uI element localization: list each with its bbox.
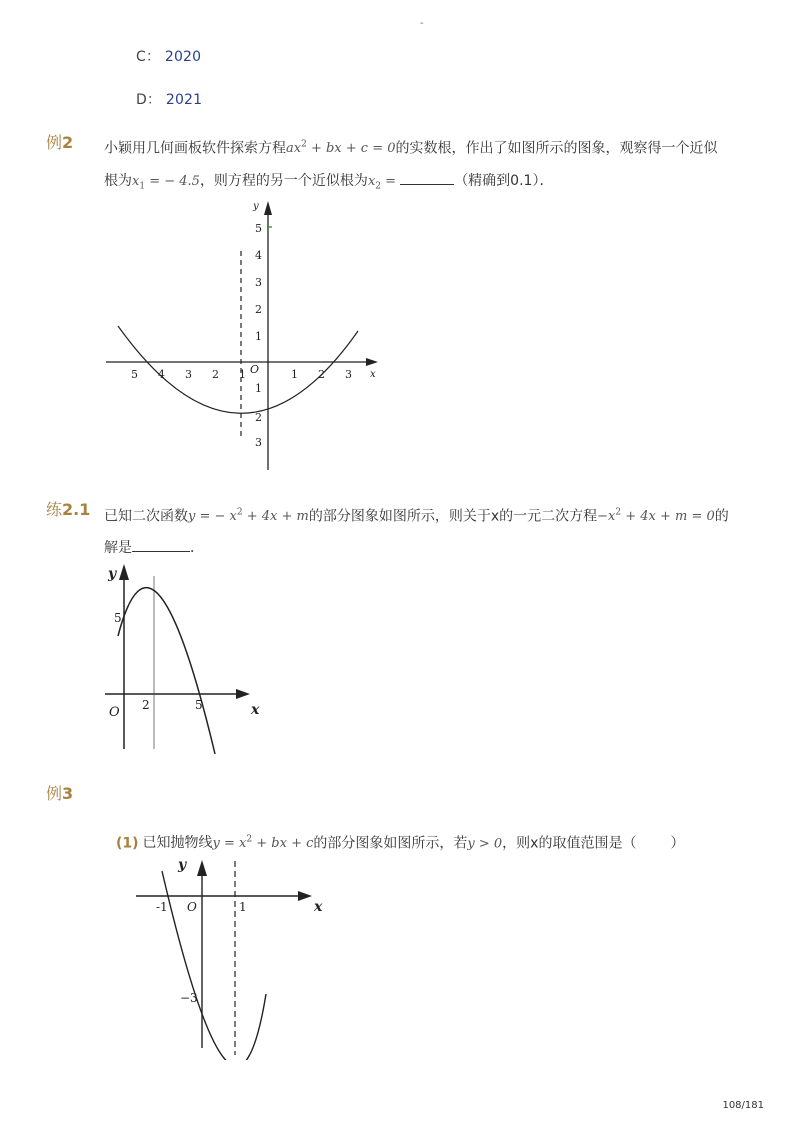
x-tick-pos-1: 1 [291,368,298,381]
example-3-label: 例3 [46,784,74,803]
x-axis-arrow [366,358,378,366]
example-2-line-1: 小颖用几何画板软件探索方程$ax^2$ + bx + c = 0的实数根，作出了如图所示的图象，观察得一个近似 [104,140,718,157]
option-d-value: 2021 [165,92,203,108]
answer-blank-2[interactable] [132,539,190,552]
origin-label: O [109,705,120,720]
x-tick-5: 5 [195,698,203,712]
parabola-curve [118,588,215,754]
page-number: 108/181 [722,1100,764,1111]
origin-label: O [250,363,260,376]
option-c-letter: C： [136,49,161,65]
y-tick-5: 5 [114,611,122,625]
x-tick-neg-4: 4 [158,368,165,381]
x-tick-2: 2 [142,698,150,712]
x-tick-neg-5: 5 [131,368,138,381]
parabola-expression: $y = x^2$ + bx + c [212,835,314,852]
x-tick-neg-3: 3 [185,368,192,381]
y-tick-neg-2: 2 [255,411,262,424]
x-axis-label: x [370,369,376,380]
option-d-letter: D： [136,92,162,108]
answer-blank[interactable] [400,172,454,185]
x-tick-pos-3: 3 [345,368,352,381]
condition-expression: y > 0 [467,836,503,852]
y-tick-pos-5: 5 [255,222,262,235]
y-axis-label: y [178,857,187,873]
graph-parabola-2 [100,556,270,756]
x-tick-neg-1: -1 [156,900,168,914]
root-x1: $x_1$ = − 4.5 [132,174,200,192]
example-2-line-2: 根为$x_1$ = − 4.5，则方程的另一个近似根为$x_2$ = （精确到0.1）． [104,173,554,192]
graph-parabola-1 [100,195,390,475]
root-x2: $x_2$ = [367,174,401,192]
sub-question-number: (1) [116,835,139,852]
y-tick-pos-4: 4 [255,249,262,262]
y-axis-arrow [119,564,129,580]
option-d [136,89,202,109]
y-axis-label: y [253,201,259,212]
y-tick-pos-2: 2 [255,303,262,316]
header-dash: - [420,18,424,29]
y-axis-arrow [197,860,207,876]
practice-2-1-line-2: 解是 ． [104,540,204,556]
equation-expression: $-x^2 + 4x + m = 0$ [597,508,715,525]
parabola-curve [162,871,266,1060]
example-3-question-1: (1) 已知抛物线$y = x^2$ + bx + c的部分图象如图所示，若y > 0，则x的取值范围是（ ） [116,835,685,852]
x-tick-pos-1: 1 [239,900,247,914]
y-tick-pos-1: 1 [255,330,262,343]
y-axis-label: y [108,566,117,582]
x-tick-neg-1: 1 [239,368,246,381]
graph-parabola-3 [130,855,330,1060]
example-2-label: 例2 [46,133,74,152]
origin-label: O [187,900,197,914]
y-tick-neg-3: 3 [255,436,262,449]
y-axis-arrow [264,201,272,215]
y-tick-pos-3: 3 [255,276,262,289]
x-axis-label: x [251,702,260,718]
x-tick-neg-2: 2 [212,368,219,381]
x-axis-arrow [236,689,250,699]
y-tick-neg-3: −3 [180,991,198,1005]
practice-2-1-line-1: 已知二次函数y = − $x^2 + 4x + m$的部分图象如图所示，则关于x的一元二次方程$-x^2 + 4x + m = 0$的 [104,508,729,525]
practice-2-1-label: 练2.1 [46,500,91,519]
option-c [136,46,201,66]
x-axis-arrow [298,891,312,901]
y-tick-neg-1: 1 [255,382,262,395]
function-expression: y = − $x^2 + 4x + m$ [188,508,309,525]
x-axis-label: x [314,899,323,915]
equation-quadratic: $ax^2$ + bx + c = 0 [286,140,396,157]
x-tick-pos-2: 2 [318,368,325,381]
option-c-value: 2020 [164,49,202,65]
